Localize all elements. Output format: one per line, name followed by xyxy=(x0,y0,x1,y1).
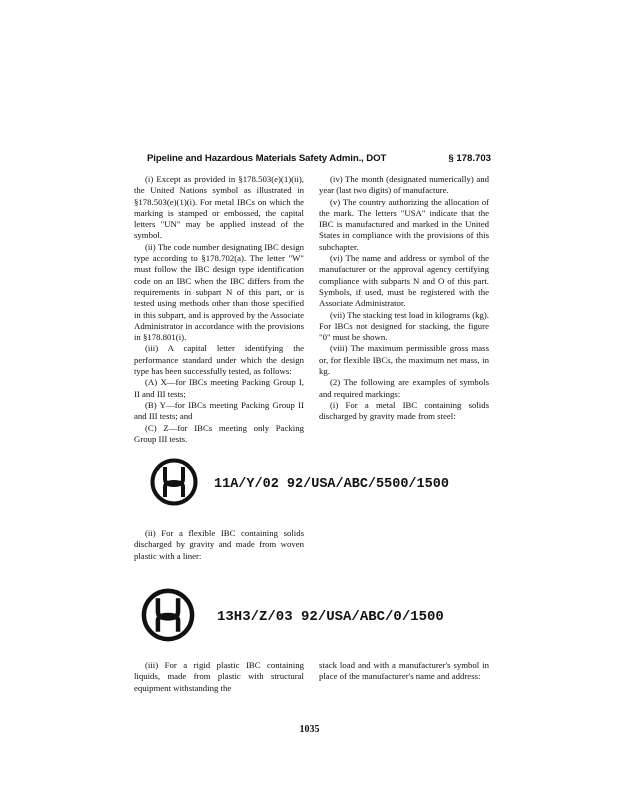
marking-example-2: 13H3/Z/03 92/USA/ABC/0/1500 xyxy=(217,609,444,625)
paragraph: (i) For a metal IBC containing solids discharged by gravity made from steel: xyxy=(319,399,489,422)
left-column xyxy=(134,174,304,445)
example-ii-text xyxy=(134,528,304,562)
paragraph: (iv) The month (designated numerically) and year (last two digits) of manufacture. xyxy=(319,174,489,196)
page-number: 1035 xyxy=(299,724,320,735)
paragraph: (vi) The name and address or symbol of the manufacturer or the approval agency certifying compliance with subparts N and O of this part. Symbols, if used, must be registered with the Associate Administrator. xyxy=(319,253,489,309)
marking-example-1: 11A/Y/02 92/USA/ABC/5500/1500 xyxy=(214,477,449,492)
paragraph: (C) Z—for IBCs meeting only Packing Group III tests. xyxy=(134,422,304,444)
paragraph: (v) The country authorizing the allocation of the mark. The letters "USA" indicate that the IBC is manufactured and marked in the United States in compliance with the provisions of this subchapter. xyxy=(319,196,489,252)
header-agency: Pipeline and Hazardous Materials Safety Admin., DOT xyxy=(147,153,387,164)
paragraph: (ii) The code number designating IBC design type according to §178.702(a). The letter "W" must follow the IBC design type identification code on an IBC when the IBC differs from the requirements in subpart N of this part, or is tested using methods other than those specified in this subpart, and is approved by the Associate Administrator in accordance with the provisions in §178.801(i). xyxy=(134,241,304,343)
example-iii-right xyxy=(319,660,489,683)
example-iii-left xyxy=(134,660,304,694)
paragraph: (ii) For a flexible IBC containing solids discharged by gravity and made from woven plastic with a liner: xyxy=(134,528,304,561)
paragraph: (B) Y—for IBCs meeting Packing Group II and III tests; and xyxy=(134,399,304,422)
paragraph: (2) The following are examples of symbols and required markings: xyxy=(319,377,489,399)
paragraph: (A) X—for IBCs meeting Packing Group I, II and III tests; xyxy=(134,377,304,399)
paragraph: (i) Except as provided in §178.503(e)(1)(ii), the United Nations symbol as illustrated in §178.503(e)(1)(i). For metal IBCs on which the marking is stamped or embossed, the capital letters "UN" may be applied instead of the symbol. xyxy=(134,174,304,241)
paragraph: stack load and with a manufacturer's symbol in place of the manufacturer's name and address: xyxy=(319,660,489,682)
paragraph: (iii) A capital letter identifying the performance standard under which the design type has been successfully tested, as follows: xyxy=(134,343,304,377)
un-symbol-icon xyxy=(140,587,196,643)
un-symbol-icon xyxy=(149,457,199,507)
right-column xyxy=(319,174,489,423)
paragraph: (vii) The stacking test load in kilograms (kg). For IBCs not designed for stacking, the figure "0" must be shown. xyxy=(319,309,489,343)
paragraph: (viii) The maximum permissible gross mass or, for flexible IBCs, the maximum net mass, in kg. xyxy=(319,343,489,377)
header-section: § 178.703 xyxy=(448,153,491,164)
running-header xyxy=(147,153,491,167)
paragraph: (iii) For a rigid plastic IBC containing liquids, made from plastic with structural equipment withstanding the xyxy=(134,660,304,693)
